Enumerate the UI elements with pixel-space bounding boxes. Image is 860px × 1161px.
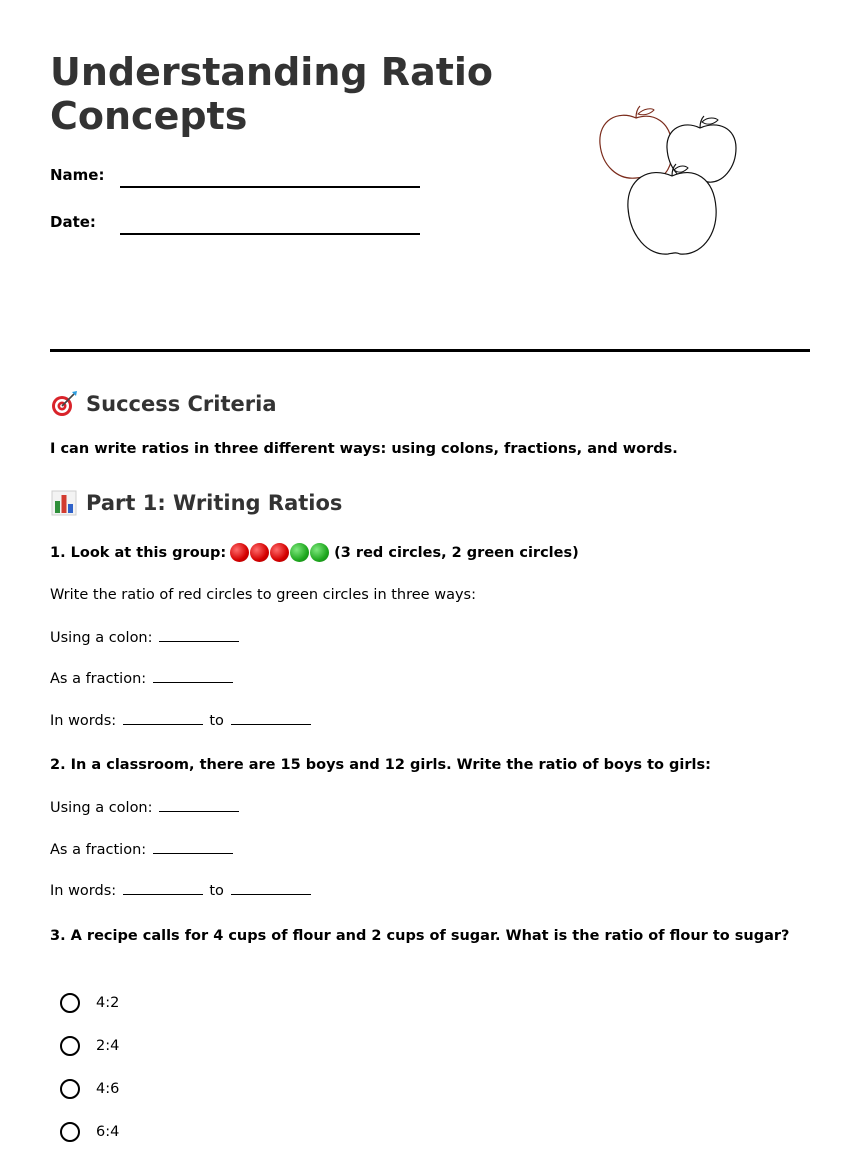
q3-option-label: 4:2 bbox=[96, 995, 120, 1011]
name-field[interactable] bbox=[120, 186, 420, 188]
q2-colon-row bbox=[50, 799, 241, 816]
q1-colon-row bbox=[50, 629, 241, 646]
apple-front-outline bbox=[628, 173, 716, 255]
part1-title: Part 1: Writing Ratios bbox=[86, 491, 343, 515]
green-circle-icon bbox=[310, 543, 329, 562]
apples-illustration bbox=[596, 104, 742, 258]
radio-button[interactable] bbox=[60, 993, 80, 1013]
q1-circles bbox=[230, 543, 330, 562]
q2-words-answer-1[interactable] bbox=[123, 882, 203, 895]
name-label: Name: bbox=[50, 166, 105, 184]
apple-left-leaf bbox=[638, 109, 654, 115]
q2-colon-answer[interactable] bbox=[159, 799, 239, 812]
q3-option[interactable] bbox=[60, 1036, 119, 1056]
apple-left-stem bbox=[636, 106, 640, 118]
q1-prompt-end: (3 red circles, 2 green circles) bbox=[334, 544, 579, 561]
red-circle-icon bbox=[250, 543, 269, 562]
q3-option[interactable] bbox=[60, 993, 119, 1013]
success-criteria-heading bbox=[50, 390, 277, 418]
page-title: Understanding Ratio Concepts bbox=[50, 50, 494, 138]
apple-right-leaf bbox=[702, 118, 718, 124]
target-dart-icon bbox=[50, 390, 78, 418]
q2-fraction-answer[interactable] bbox=[153, 841, 233, 854]
q3-option[interactable] bbox=[60, 1122, 119, 1142]
radio-button[interactable] bbox=[60, 1036, 80, 1056]
q1-fraction-label: As a fraction: bbox=[50, 671, 147, 687]
q1-instruction: Write the ratio of red circles to green circles in three ways: bbox=[50, 587, 476, 603]
q2-to-label: to bbox=[209, 883, 224, 899]
apple-left-outline bbox=[600, 115, 672, 178]
radio-button[interactable] bbox=[60, 1122, 80, 1142]
q2-colon-label: Using a colon: bbox=[50, 800, 153, 816]
q3-option-label: 6:4 bbox=[96, 1124, 120, 1140]
red-circle-icon bbox=[230, 543, 249, 562]
q3-option-label: 2:4 bbox=[96, 1038, 120, 1054]
q1-to-label: to bbox=[209, 713, 224, 729]
q3-option-label: 4:6 bbox=[96, 1081, 120, 1097]
q2-fraction-row bbox=[50, 841, 235, 858]
q1-words-answer-1[interactable] bbox=[123, 712, 203, 725]
q2-words-label: In words: bbox=[50, 883, 117, 899]
success-criteria-title: Success Criteria bbox=[86, 392, 277, 416]
q1-words-answer-2[interactable] bbox=[231, 712, 311, 725]
q1-fraction-row bbox=[50, 670, 235, 687]
part1-heading bbox=[50, 489, 342, 517]
section-divider bbox=[50, 349, 810, 352]
q2-prompt: 2. In a classroom, there are 15 boys and 12 girls. Write the ratio of boys to girls: bbox=[50, 757, 711, 773]
q2-fraction-label: As a fraction: bbox=[50, 842, 147, 858]
q1-words-row bbox=[50, 712, 313, 729]
bar-chart-icon bbox=[50, 489, 78, 517]
date-field[interactable] bbox=[120, 233, 420, 235]
date-label: Date: bbox=[50, 213, 96, 231]
q2-words-row bbox=[50, 882, 313, 899]
red-circle-icon bbox=[270, 543, 289, 562]
q1-colon-label: Using a colon: bbox=[50, 630, 153, 646]
q1-colon-answer[interactable] bbox=[159, 629, 239, 642]
q3-option[interactable] bbox=[60, 1079, 119, 1099]
q3-prompt: 3. A recipe calls for 4 cups of flour and 2 cups of sugar. What is the ratio of flour to sugar? bbox=[50, 928, 790, 944]
q1-prompt bbox=[50, 543, 579, 562]
q1-words-label: In words: bbox=[50, 713, 117, 729]
radio-button[interactable] bbox=[60, 1079, 80, 1099]
green-circle-icon bbox=[290, 543, 309, 562]
q1-prompt-start: 1. Look at this group: bbox=[50, 544, 227, 561]
success-criteria-text: I can write ratios in three different ways: using colons, fractions, and words. bbox=[50, 441, 678, 457]
q2-words-answer-2[interactable] bbox=[231, 882, 311, 895]
q1-fraction-answer[interactable] bbox=[153, 670, 233, 683]
